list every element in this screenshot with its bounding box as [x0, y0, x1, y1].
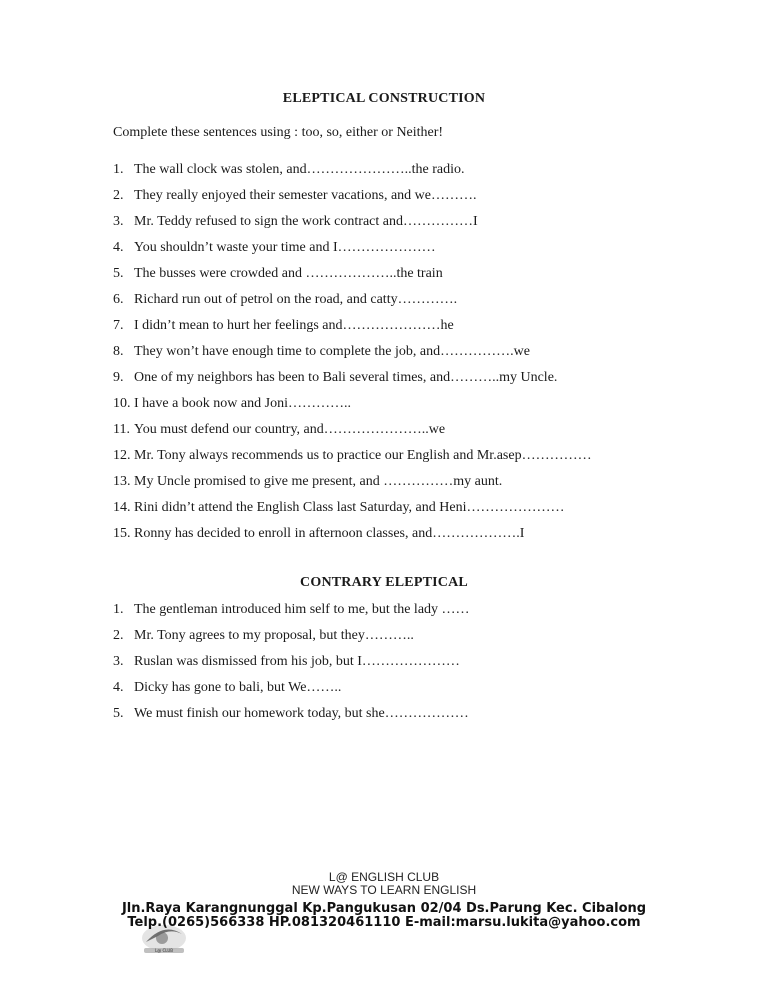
item-number: 8.	[113, 344, 124, 359]
item-number: 3.	[113, 654, 124, 669]
list-item	[113, 238, 592, 264]
item-number: 3.	[113, 214, 124, 229]
section-title-eleptical-construction: ELEPTICAL CONSTRUCTION	[282, 91, 486, 106]
item-number: 13.	[113, 474, 131, 489]
footer-contact: Telp.(0265)566338 HP.081320461110 E-mail:marsu.lukita@yahoo.com	[127, 915, 641, 930]
item-text: The gentleman introduced him self to me, but the lady ……	[134, 602, 470, 617]
item-number: 1.	[113, 602, 124, 617]
list-item	[113, 212, 592, 238]
item-text: I have a book now and Joni…………..	[134, 396, 351, 411]
list-item	[113, 264, 592, 290]
item-number: 7.	[113, 318, 124, 333]
item-number: 9.	[113, 370, 124, 385]
item-number: 14.	[113, 500, 131, 515]
list-item	[113, 160, 592, 186]
item-number: 10.	[113, 396, 131, 411]
list-item	[113, 186, 592, 212]
list-item	[113, 472, 592, 498]
list-item	[113, 394, 592, 420]
item-text: They really enjoyed their semester vacations, and we……….	[134, 188, 477, 203]
list-item	[113, 704, 470, 730]
list-item	[113, 316, 592, 342]
item-number: 5.	[113, 266, 124, 281]
item-number: 5.	[113, 706, 124, 721]
list-item	[113, 678, 470, 704]
section-title-contrary-eleptical: CONTRARY ELEPTICAL	[300, 575, 468, 590]
item-number: 4.	[113, 680, 124, 695]
list-item	[113, 652, 470, 678]
item-number: 2.	[113, 188, 124, 203]
item-number: 4.	[113, 240, 124, 255]
item-text: You must defend our country, and…………………..we	[134, 422, 446, 437]
item-text: Richard run out of petrol on the road, and catty………….	[134, 292, 458, 307]
item-text: Rini didn’t attend the English Class last Saturday, and Heni…………………	[134, 500, 565, 515]
svg-text:L@ CLUB: L@ CLUB	[155, 948, 173, 953]
item-text: The wall clock was stolen, and…………………..the radio.	[134, 162, 465, 177]
instruction-text: Complete these sentences using : too, so, either or Neither!	[113, 125, 444, 140]
item-number: 2.	[113, 628, 124, 643]
eleptical-construction-list	[113, 160, 592, 550]
item-text: Mr. Tony agrees to my proposal, but they………..	[134, 628, 414, 643]
item-text: One of my neighbors has been to Bali several times, and………..my Uncle.	[134, 370, 558, 385]
list-item	[113, 290, 592, 316]
footer-tagline: NEW WAYS TO LEARN ENGLISH	[291, 883, 477, 897]
item-text: They won’t have enough time to complete the job, and…………….we	[134, 344, 530, 359]
list-item	[113, 420, 592, 446]
list-item	[113, 446, 592, 472]
list-item	[113, 368, 592, 394]
item-text: I didn’t mean to hurt her feelings and…………………he	[134, 318, 454, 333]
list-item	[113, 626, 470, 652]
list-item	[113, 524, 592, 550]
item-number: 1.	[113, 162, 124, 177]
list-item	[113, 498, 592, 524]
list-item	[113, 600, 470, 626]
item-text: Mr. Tony always recommends us to practice our English and Mr.asep……………	[134, 448, 592, 463]
footer-club-name: L@ ENGLISH CLUB	[328, 870, 440, 884]
item-text: Dicky has gone to bali, but We……..	[134, 680, 342, 695]
item-number: 6.	[113, 292, 124, 307]
item-number: 12.	[113, 448, 131, 463]
item-text: Mr. Teddy refused to sign the work contract and……………I	[134, 214, 478, 229]
item-text: You shouldn’t waste your time and I…………………	[134, 240, 436, 255]
contrary-eleptical-list	[113, 600, 470, 730]
item-text: We must finish our homework today, but she………………	[134, 706, 469, 721]
item-number: 11.	[113, 422, 130, 437]
list-item	[113, 342, 592, 368]
footer-address: Jln.Raya Karangnunggal Kp.Pangukusan 02/04 Ds.Parung Kec. Cibalong	[121, 901, 647, 916]
item-text: The busses were crowded and ………………..the train	[134, 266, 443, 281]
item-text: Ronny has decided to enroll in afternoon classes, and……………….I	[134, 526, 525, 541]
item-number: 15.	[113, 526, 131, 541]
item-text: My Uncle promised to give me present, and ……………my aunt.	[134, 474, 503, 489]
item-text: Ruslan was dismissed from his job, but I…………………	[134, 654, 460, 669]
